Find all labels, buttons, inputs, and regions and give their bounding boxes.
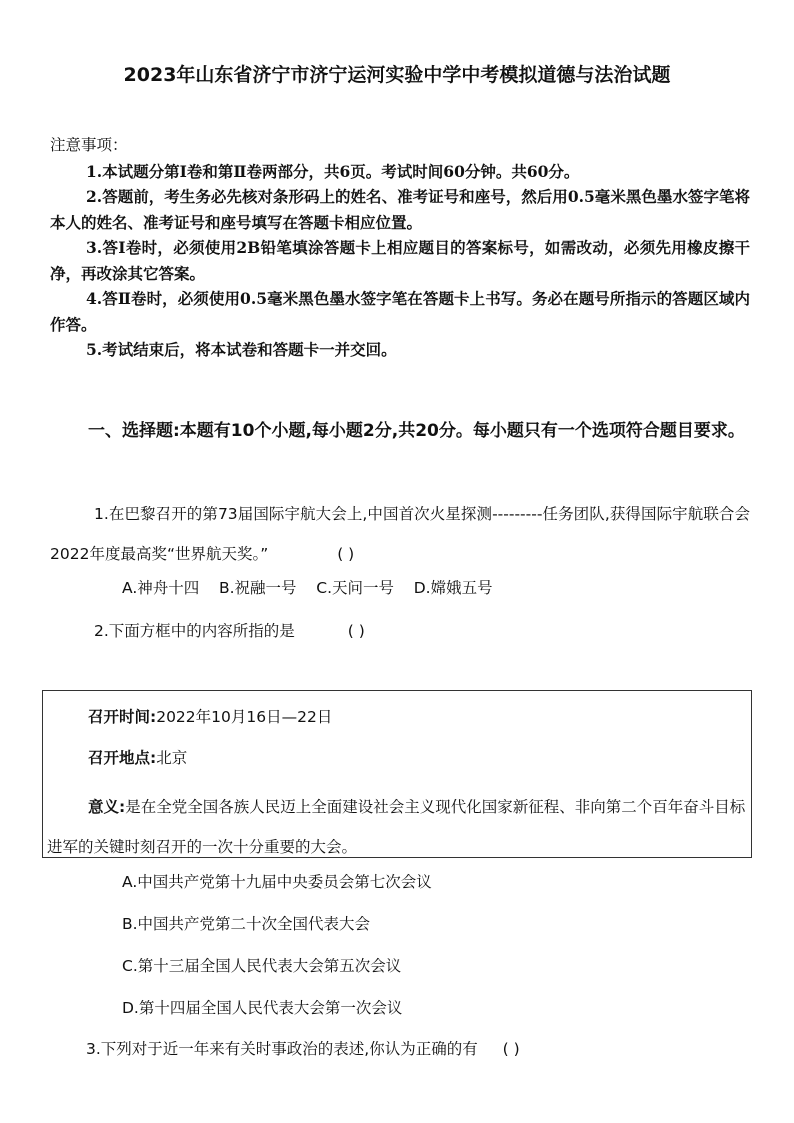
box-meaning-label: 意义: (88, 798, 126, 816)
box-meaning-row (47, 787, 747, 867)
q2-option-b: B.中国共产党第二十次全国代表大会 (122, 915, 371, 933)
q1-option-a: A.神舟十四 (122, 579, 200, 597)
notice-item-3: 3.答Ⅰ卷时，必须使用2B铅笔填涂答题卡上相应题目的答案标号，如需改动，必须先用橡皮擦干净，再改涂其它答案。 (50, 238, 750, 283)
section-heading: 一、选择题:本题有10个小题,每小题2分,共20分。每小题只有一个选项符合题目要求。 (88, 421, 745, 441)
q2-option-a: A.中国共产党第十九届中央委员会第七次会议 (122, 873, 432, 891)
notice-item-2: 2.答题前，考生务必先核对条形码上的姓名、准考证号和座号，然后用0.5毫米黑色墨水签字笔将本人的姓名、准考证号和座号填写在答题卡相应位置。 (50, 187, 750, 232)
question-2-stem: 2.下面方框中的内容所指的是 (94, 622, 295, 640)
q2-option-c: C.第十三届全国人民代表大会第五次会议 (122, 957, 402, 975)
box-meaning-value: 是在全党全国各族人民迈上全面建设社会主义现代化国家新征程、非向第二个百年奋斗目标进军的关键时刻召开的一次十分重要的大会。 (47, 798, 746, 856)
q2-option-d: D.第十四届全国人民代表大会第一次会议 (122, 999, 403, 1017)
notice-item-4: 4.答Ⅱ卷时，必须使用0.5毫米黑色墨水签字笔在答题卡上书写。务必在题号所指示的答题区域内作答。 (50, 289, 750, 334)
notice-item-5: 5.考试结束后，将本试卷和答题卡一并交回。 (86, 340, 397, 359)
box-place-row (88, 746, 187, 768)
question-2 (94, 619, 365, 641)
box-time-label: 召开时间: (88, 708, 157, 726)
box-place-value: 北京 (156, 749, 188, 767)
q1-option-c: C.天问一号 (316, 579, 395, 597)
box-place-label: 召开地点: (88, 749, 157, 767)
exam-title: 2023年山东省济宁市济宁运河实验中学中考模拟道德与法治试题 (123, 64, 671, 86)
notice-heading: 注意事项： (50, 136, 128, 154)
q1-option-b: B.祝融一号 (218, 579, 297, 597)
q1-option-d: D.嫦娥五号 (413, 579, 493, 597)
notice-section (50, 133, 750, 363)
question-1 (50, 494, 750, 574)
info-box (42, 690, 752, 858)
notice-item-1: 1.本试题分第Ⅰ卷和第Ⅱ卷两部分，共6页。考试时间60分钟。共60分。 (86, 161, 580, 181)
box-time-row (88, 705, 332, 727)
question-3-stem: 3.下列对于近一年来有关时事政治的表述,你认为正确的有 (86, 1040, 478, 1058)
box-time-value: 2022年10月16日—22日 (156, 708, 333, 726)
question-1-options (122, 576, 493, 598)
question-1-answer-blank: ( ) (337, 545, 355, 563)
question-3-answer-blank: ( ) (502, 1040, 520, 1058)
question-1-stem: 1.在巴黎召开的第73届国际宇航大会上,中国首次火星探测---------任务团队,获得国际宇航联合会2022年度最高奖“世界航天奖。” (50, 505, 750, 563)
question-2-answer-blank: ( ) (347, 622, 365, 640)
question-3 (86, 1037, 520, 1059)
